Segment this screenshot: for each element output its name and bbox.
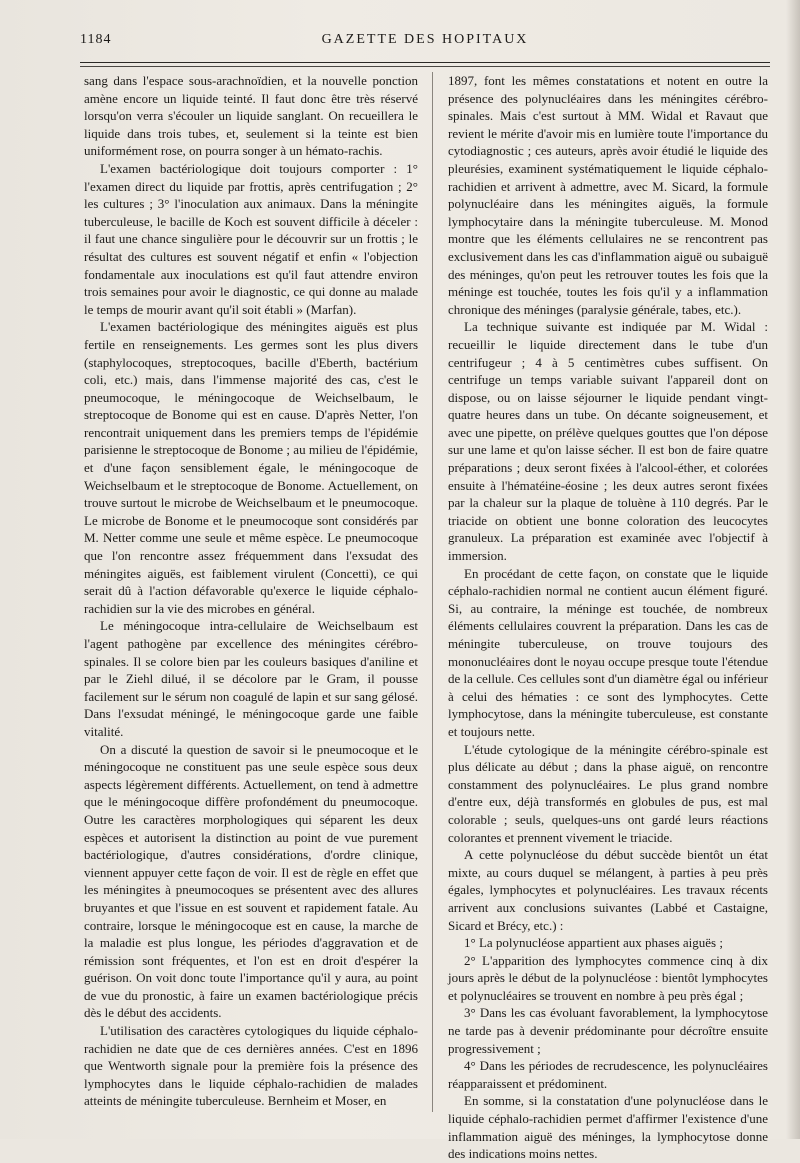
paragraph: L'étude cytologique de la méningite cérébro-spinale est plus délicate au début ; dans la phase aiguë, on rencontre constamment des polynucléaires. Le plus grand nombre d'entre eux, déjà transformés en globules de pus, est mal colorable ; seuls, quelques-uns ont gardé leurs réactions colorantes et prennent vivement le triacide. <box>448 741 768 845</box>
list-item: 3° Dans les cas évoluant favorablement, la lymphocytose ne tarde pas à devenir prédominante pour décroître ensuite progressivement ; <box>448 1005 768 1056</box>
paragraph: 1897, font les mêmes constatations et notent en outre la présence des polynucléaires dans les méningites cérébro-spinales. Mais c'est surtout à MM. Widal et Ravaut que revient le mérite d'avoir mis en lumière toute l'importance du cytodiagnostic ; ces auteurs, après avoir étudié le liquide des pleurésies, examinent systématiquement le liquide céphalo-rachidien et arrivent à admettre, avec M. Sicard, la formule polynucléaire dans les méningites aiguës, la formule lymphocytaire dans la méningite tuberculeuse. M. Monod montre que les éléments cellulaires ne se rencontrent pas exclusivement dans les cas d'inflammation aiguë ou subaiguë des méninges, qu'on peut les retrouver toutes les fois que la méninge est touchée, toutes les fois qu'il y a inflammation chronique des méninges (paralysie générale, tabes, etc.). <box>448 73 768 317</box>
paragraph: Le méningocoque intra-cellulaire de Weichselbaum est l'agent pathogène par excellence des méningites cérébro-spinales. Il se colore bien par les couleurs basiques d'aniline et par le Ziehl dilué, il se décolore par le Gram, il pousse facilement sur le sérum non coagulé de lapin et sur sang gélosé. Dans l'exsudat méningé, le méningocoque garde une faible vitalité. <box>84 618 418 739</box>
paragraph: On a discuté la question de savoir si le pneumocoque et le méningocoque ne constituent pas une seule espèce sous deux aspects légèrement différents. Actuellement, on tend à admettre que le méningocoque diffère profondément du pneumocoque. Outre les caractères morphologiques qui séparent les deux espèces et autorisent la distinction au point de vue purement bactériologique, d'autres considérations, d'ordre clinique, viennent appuyer cette façon de voir. Il est de règle en effet que les méningites à pneumocoques se présentent avec des allures bruyantes et que l'issue en est souvent et rapidement fatale. Au contraire, lorsque le méningocoque est en cause, la marche de la maladie est plus longue, les périodes d'aggravation et de rémission sont fréquentes, et l'on est en droit d'espérer la guérison. On voit donc toute l'importance qu'il y aura, au point de vue du pronostic, à faire un examen bactériologique précis dès le début des accidents. <box>84 741 418 1021</box>
left-column <box>84 72 418 1110</box>
paragraph: sang dans l'espace sous-arachnoïdien, et la nouvelle ponction amène encore un liquide teinté. Il faut donc être très réservé lorsqu'on verra s'écouler un liquide sanglant. On recueillera le liquide dans trois tubes, et, seulement si la teinte est bien uniformément rose, on pourra songer à un hémato-rachis. <box>84 73 418 159</box>
paragraph: L'examen bactériologique doit toujours comporter : 1° l'examen direct du liquide par frottis, après centrifugation ; 2° les cultures ; 3° l'inoculation aux animaux. Dans la méningite tuberculeuse, le bacille de Koch est souvent difficile à déceler : il faut une chance singulière pour le découvrir sur un frottis ; le résultat des cultures est souvent négatif et enfin « l'objection fondamentale aux inoculations est qu'il faut attendre environ trois semaines pour avoir le diagnostic, ce qui donne au malade le temps de mourir avant qu'il soit établi » (Marfan). <box>84 160 418 317</box>
paragraph: En somme, si la constatation d'une polynucléose dans le liquide céphalo-rachidien permet d'affirmer l'existence d'une inflammation aiguë des méninges, la lymphocytose donne des indications moins nettes. <box>448 1093 768 1162</box>
list-item: 4° Dans les périodes de recrudescence, les polynucléaires réapparaissent et prédominent. <box>448 1058 768 1091</box>
page-header <box>80 30 770 52</box>
header-rule-thin <box>80 66 770 67</box>
paragraph: L'utilisation des caractères cytologiques du liquide céphalo-rachidien ne date que de ces dernières années. C'est en 1896 que Wentworth signale pour la première fois la présence des lymphocytes dans le liquide céphalo-rachidien de malades atteints de méningite tuberculeuse. Bernheim et Moser, en <box>84 1023 418 1109</box>
paragraph: L'examen bactériologique des méningites aiguës est plus fertile en renseignements. Les germes sont les plus divers (staphylocoques, streptocoques, bacille d'Eberth, bactérium coli, etc.) mais, dans l'immense majorité des cas, c'est le pneumocoque, le méningocoque de Weichselbaum, le streptocoque de Bonome qui est en cause. D'après Netter, l'on rencontrait uniquement dans les premiers temps de l'épidémie parisienne le streptocoque de Bonome ; au milieu de l'épidémie, et d'une façon sensiblement égale, le méningocoque de Weichselbaum et le streptocoque de Bonome. Actuellement, on trouve surtout le microbe de Weichselbaum et le pneumocoque. Le microbe de Bonome et le pneumocoque sont considérés par M. Netter comme une seule et même espèce. Le pneumocoque que l'on rencontre assez fréquemment dans l'exsudat des méningites aiguës, est faiblement virulent (Concetti), ce qui serait dû à l'action défavorable qu'exerce le liquide céphalo-rachidien sur la vie des microbes en général. <box>84 319 418 616</box>
page-number: 1184 <box>80 32 112 47</box>
page-edge-shadow <box>786 0 800 1139</box>
paragraph: La technique suivante est indiquée par M. Widal : recueillir le liquide directement dans le tube d'un centrifugeur ; 4 à 5 centimètres cubes suffisent. On centrifuge un temps variable suivant l'appareil dont on dispose, ou on laisse séjourner le liquide pendant vingt-quatre heures dans un tube. On décante soigneusement, et avec une pipette, on prélève quelques gouttes que l'on dépose sur une lame et qu'on laisse sécher. Il est bon de faire quatre préparations ; deux seront fixées à l'alcool-éther, et colorées ensuite à l'hématéine-éosine ; les deux autres seront fixées par la chaleur sur la plaque de toluène à 110 degrés. Par le triacide on obtient une bonne coloration des leucocytes granuleux. La préparation est examinée avec l'objectif à immersion. <box>448 319 768 564</box>
paragraph: A cette polynucléose du début succède bientôt un état mixte, au cours duquel se mélangent, à parties à peu près égales, lymphocytes et polynucléaires. Les travaux récents arrivent aux conclusions suivantes (Labbé et Castaigne, Sicard et Brécy, etc.) : <box>448 847 768 933</box>
paragraph: En procédant de cette façon, on constate que le liquide céphalo-rachidien normal ne contient aucun élément figuré. Si, au contraire, la méninge est touchée, de nombreux éléments cellulaires couvrent la préparation. Dans les cas de méningite tuberculeuse, on trouve toujours des mononucléaires dont le noyau occupe presque toute l'étendue de la cellule. Ces cellules sont d'un diamètre égal ou inférieur à celui des hématies : ce sont des lymphocytes. Cette lymphocytose, dans la méningite tuberculeuse, est constante et toujours nette. <box>448 565 768 739</box>
journal-title: GAZETTE DES HOPITAUX <box>321 32 529 47</box>
header-rule <box>80 62 770 63</box>
list-item: 1° La polynucléose appartient aux phases aiguës ; <box>464 935 723 951</box>
column-divider <box>432 72 433 1112</box>
right-column <box>448 72 768 1163</box>
list-item: 2° L'apparition des lymphocytes commence cinq à dix jours après le début de la polynucléose : bientôt lymphocytes et polynucléaires se trouvent en nombre à peu près égal ; <box>448 952 768 1003</box>
